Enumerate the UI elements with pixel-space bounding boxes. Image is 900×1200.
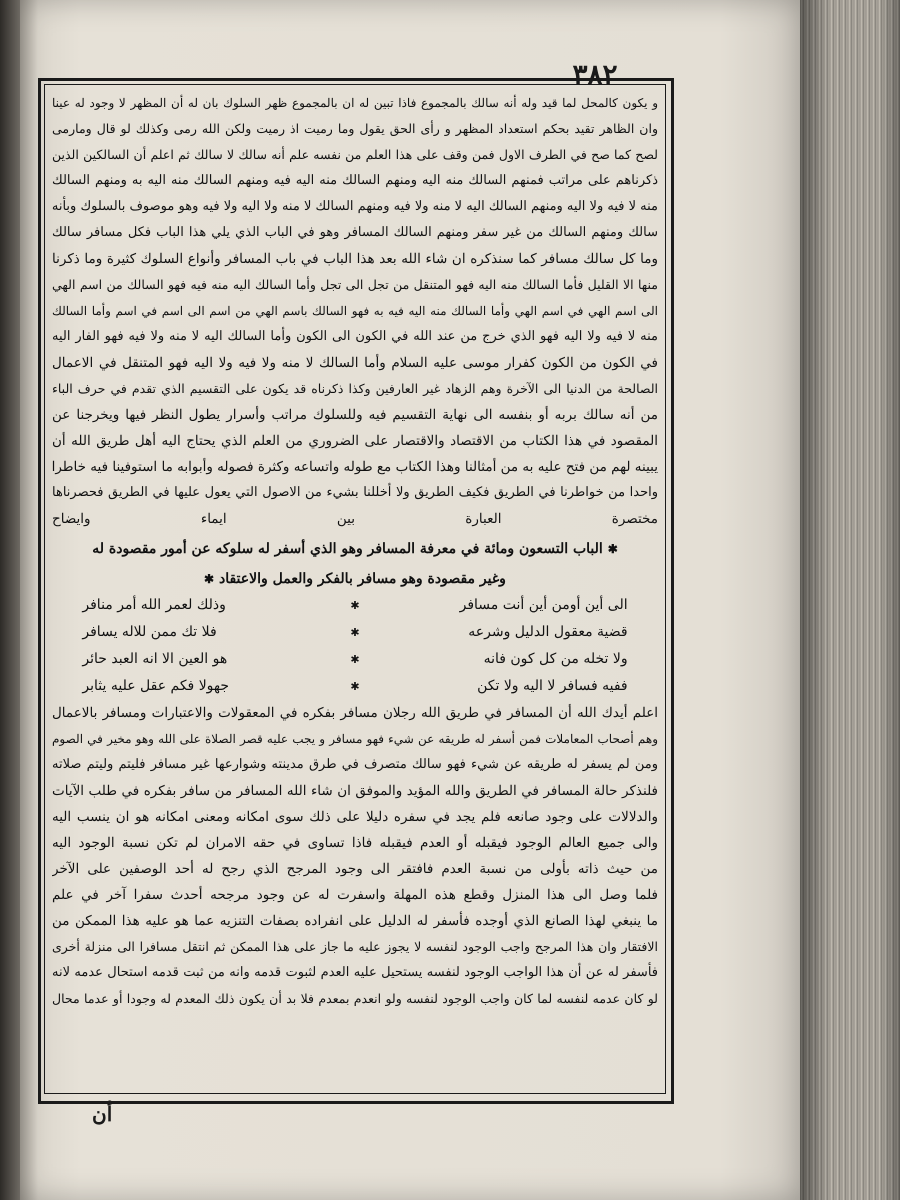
verse-separator-icon: ✱ — [350, 626, 360, 639]
main-text — [52, 90, 658, 1088]
chapter-heading-line-2: وغير مقصودة وهو مسافر بالفكر والعمل والاعتقاد ✱ — [204, 571, 506, 587]
text-line: منها الا القليل فأما السالك منه اليه فهو المتنقل من تجل الى تجل وأما السالك اليه منه فيه فهو السالك من اسم الهي — [52, 277, 658, 292]
text-line: الافتقار وان هذا المرجح واجب الوجود لنفسه لا يجوز عليه ما جاز على هذا الممكن ثم انتقل مسافرا الى منزلة أخرى — [52, 939, 658, 954]
text-line: ما ينبغي لهذا الصانع الذي أوجده فأسفر له الدليل على انفراده بصفات التنزيه عما هو عليه هذا الممكن من — [52, 913, 658, 929]
verse-second-hemistich: فلا تك ممن للاله يسافر — [82, 624, 217, 640]
text-line: في الكون من الكون كفرار موسى عليه السلام وأما السالك لا منه ولا فيه ولا اليه فهو المتنقل في الاعمال — [52, 355, 658, 371]
text-line: سالك ومنهم السالك من غير سفر ومنهم السالك المسافر وهو في الباب الذي يلي هذا الباب فكل مسافر سالك — [52, 225, 658, 240]
book-left-margin — [0, 0, 20, 1200]
body-bottom-paragraph — [52, 700, 658, 1012]
verse-first-hemistich: ففيه فسافر لا اليه ولا تكن — [477, 678, 628, 694]
star-ornament-icon: ✱ — [204, 572, 215, 586]
text-line: واحدا من خواطرنا في الطريق فكيف الطريق ولا أخللنا بشيء من الاصول التي يعول عليها في الطريق فحصرناها — [52, 485, 658, 500]
text-line: لو كان عدمه لنفسه لما كان واجب الوجود لنفسه ولو انعدم بمعدم فلا بد أن يكون ذلك المعدم له وجودا أو عدما محال — [52, 991, 658, 1006]
text-line: وما كل سالك مسافر كما سنذكره ان شاء الله بعد هذا الباب في باب المسافر وأنواع السلوك كثيرة وما ذكرنا — [52, 251, 658, 267]
text-line: اعلم أيدك الله أن المسافر في طريق الله رجلان مسافر بفكره في المعقولات والاعتبارات ومسافر بالاعمال — [52, 705, 658, 721]
body-top-paragraph — [52, 90, 658, 532]
text-line: الى اسم الهي في اسم الهي وأما السالك منه اليه فيه به فهو السالك باسم الهي من اسم الى اسم في اسم وأما السالك — [52, 304, 658, 318]
text-line: منه لا فيه ولا اليه ومنهم السالك اليه لا منه ولا فيه ومنهم السالك لا منه ولا اليه ولا فيه وهو موصوف بالسلوك وبأنه — [52, 199, 658, 214]
text-line: فلما وصل الى هذا المنزل وقطع هذه المهلة واسفرت له عن وجود مرجحه أحدث سفرا آخر في علم — [52, 887, 658, 903]
text-line: وهم أصحاب المعاملات فمن أسفر له طريقه عن شيء فهو مسافر و يجب عليه قصر الصلاة على الله وهو مخير في الصوم — [52, 732, 658, 746]
text-line: وان الظاهر تقيد بحكم استعداد المظهر و رأى الحق يقول وما رميت اذ رميت ولكن الله رمى وكذلك لو قال ومارمى — [52, 121, 658, 136]
text-line: مختصرة العبارة بين ايماء وايضاح — [52, 511, 658, 527]
text-line: والدلالات على وجود صانعه فلم يجد في سفره دليلا على ذلك سوى امكانه ومعنى امكانه هو ان ينسب اليه — [52, 809, 658, 825]
verse-row — [52, 619, 658, 646]
text-line: المقصود في هذا الكتاب من الاقتصاد والاقتصار على الضروري من العلم الذي يحتاج اليه أهل طريق الله أن — [52, 433, 658, 449]
verse-separator-icon: ✱ — [350, 680, 360, 693]
text-line: ومن لم يسفر له طريقه عن شيء فهو سالك متصرف في طرق مدينته وشوارعها غير مسافر فليتم وليتم صلاته — [52, 757, 658, 772]
text-line: ذكرناهم على مراتب فمنهم السالك منه اليه ومنهم السالك منه اليه فيه ومنهم السالك منه اليه به ومنهم السالك — [52, 173, 658, 188]
text-line: يبينه لهم من فتح عليه به من أمثالنا وهذا الكتاب مع طوله واتساعه وكثرة فصوله وأبوابه ما استوفينا فيه خاطرا — [52, 459, 658, 475]
text-line: فلنذكر حالة المسافر في الطريق والله المؤيد والموفق ان شاء الله المسافر من سافر بفكره في طلب الآيات — [52, 783, 658, 799]
verse-second-hemistich: هو العين الا انه العبد حائر — [82, 651, 228, 667]
catchword: أن — [92, 1102, 113, 1126]
verse-first-hemistich: قضية معقول الدليل وشرعه — [468, 624, 628, 640]
text-line: من أنه سالك بربه أو بنفسه الى نهاية التقسيم فيه وللسلوك مراتب وأسرار يطول النظر فيها ويخرجنا عن — [52, 407, 658, 423]
verse-row — [52, 592, 658, 619]
text-line: الصالحة من الدنيا الى الآخرة وهم الزهاد غير العارفين وكذا ذكرناه قد يكون على التقسيم الذي تقدم في حرف الباء — [52, 381, 658, 396]
text-line: والى جميع العالم الوجود فيقبله أو العدم فيقبله فاذا تساوى في حقه الامران لم تكن نسبة الوجود اليه — [52, 835, 658, 851]
verse-second-hemistich: وذلك لعمر الله أمر منافر — [82, 597, 226, 613]
star-ornament-icon: ✱ — [607, 542, 618, 556]
page-number: ٣٨٢ — [572, 58, 618, 91]
verse-second-hemistich: جهولا فكم عقل عليه يثابر — [82, 678, 230, 694]
text-line: من حيث ذاته بأولى من نسبة العدم فافتقر الى وجود المرجح الذي رجح له أحد الوصفين على الآخر — [52, 861, 658, 877]
verse-row — [52, 646, 658, 673]
poem-block — [52, 592, 658, 700]
text-line: لصح كما صح في الطرف الاول فمن وقف على هذا العلم من نفسه علم أنه سالك لا سالك ثم اعلم أن السالكين الذين — [52, 147, 658, 162]
verse-separator-icon: ✱ — [350, 599, 360, 612]
book-page-edges-shade — [800, 0, 900, 1200]
verse-separator-icon: ✱ — [350, 653, 360, 666]
text-line: فأسفر له عن أن هذا الواجب الوجود لنفسه يستحيل عليه العدم لثبوت قدمه وانه من ثبت قدمه استحال عدمه لانه — [52, 965, 658, 980]
verse-first-hemistich: ولا تخله من كل كون فانه — [483, 651, 628, 667]
text-line: منه لا فيه ولا اليه فهو الذي خرج من عند الله في الكون الى الكون وأما السالك اليه لا منه ولا فيه فهو الفار اليه — [52, 329, 658, 344]
verse-row — [52, 673, 658, 700]
verse-first-hemistich: الى أين أومن أين أنت مسافر — [459, 597, 628, 613]
chapter-heading-line-1: ✱ الباب التسعون ومائة في معرفة المسافر وهو الذي أسفر له سلوكه عن أمور مقصودة له — [92, 541, 618, 557]
text-line: و يكون كالمحل لما قيد وله أنه سالك بالمجموع فاذا تبين له ان بالمجموع ظهر السلوك بان له أن المظهر لا وجود له عينا — [52, 96, 658, 110]
